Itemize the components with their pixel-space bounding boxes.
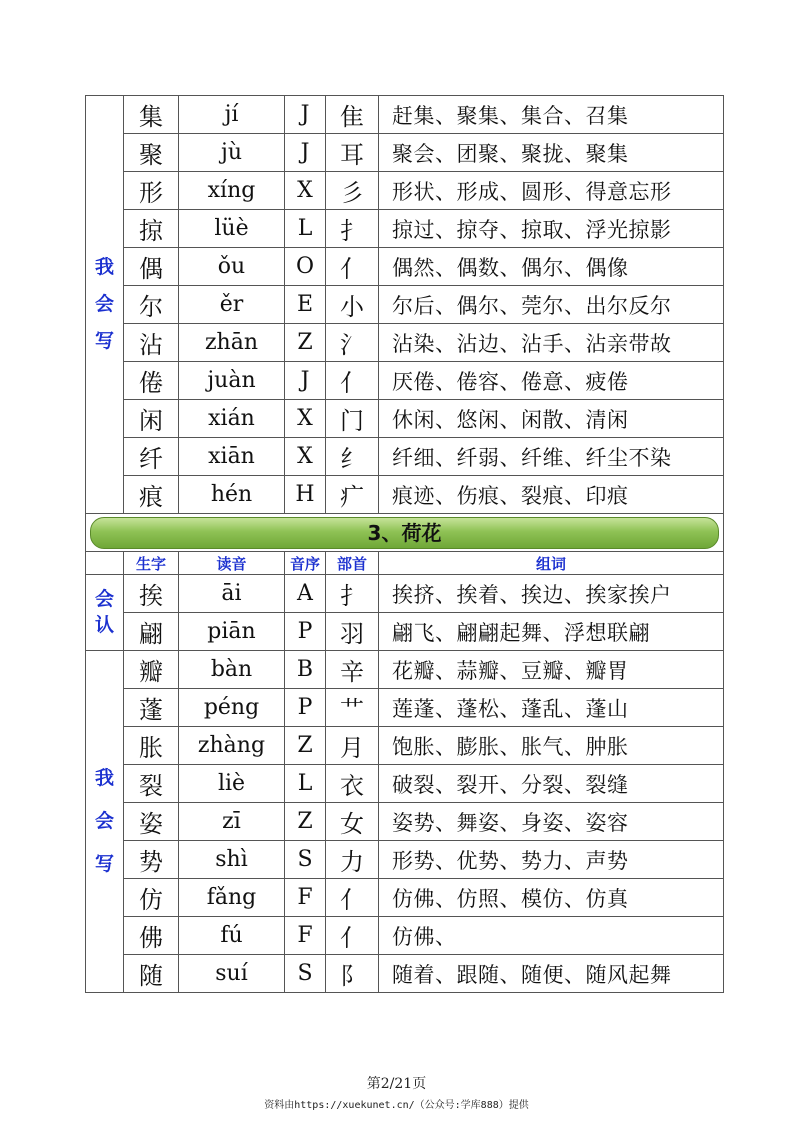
lesson-title: 3、荷花 <box>90 517 719 549</box>
pinyin-cell: zhàng <box>179 727 285 765</box>
initial-cell: X <box>285 172 326 210</box>
character-cell: 翩 <box>124 613 179 651</box>
group-label-char: 写 <box>94 852 114 875</box>
initial-cell: B <box>285 651 326 689</box>
character-cell: 尔 <box>124 286 179 324</box>
radical-cell: 艹 <box>326 689 379 727</box>
character-row <box>86 651 724 689</box>
character-cell: 偶 <box>124 248 179 286</box>
pinyin-cell: shì <box>179 841 285 879</box>
character-row <box>86 917 724 955</box>
character-cell: 佛 <box>124 917 179 955</box>
words-cell: 偶然、偶数、偶尔、偶像 <box>379 248 724 286</box>
radical-cell: 女 <box>326 803 379 841</box>
radical-cell: 衣 <box>326 765 379 803</box>
column-header-row <box>86 552 724 575</box>
pinyin-cell: suí <box>179 955 285 993</box>
pinyin-cell: ǒu <box>179 248 285 286</box>
character-cell: 掠 <box>124 210 179 248</box>
words-cell: 翩飞、翩翩起舞、浮想联翩 <box>379 613 724 651</box>
initial-cell: O <box>285 248 326 286</box>
pinyin-cell: fǎng <box>179 879 285 917</box>
character-row <box>86 438 724 476</box>
group-label-char: 我 <box>94 767 114 790</box>
pinyin-cell: jí <box>179 96 285 134</box>
words-cell: 形状、形成、圆形、得意忘形 <box>379 172 724 210</box>
character-row <box>86 727 724 765</box>
character-cell: 胀 <box>124 727 179 765</box>
initial-cell: Z <box>285 727 326 765</box>
initial-cell: F <box>285 879 326 917</box>
group-label-char: 我 <box>94 256 114 279</box>
character-row <box>86 210 724 248</box>
radical-cell: 门 <box>326 400 379 438</box>
radical-cell: 纟 <box>326 438 379 476</box>
header-radical: 部首 <box>326 552 379 575</box>
pinyin-cell: liè <box>179 765 285 803</box>
character-cell: 蓬 <box>124 689 179 727</box>
character-cell: 姿 <box>124 803 179 841</box>
words-cell: 仿佛、 <box>379 917 724 955</box>
initial-cell: L <box>285 210 326 248</box>
header-pinyin: 读音 <box>179 552 285 575</box>
radical-cell: 扌 <box>326 575 379 613</box>
words-cell: 仿佛、仿照、模仿、仿真 <box>379 879 724 917</box>
character-row <box>86 879 724 917</box>
group-label-char: 认 <box>94 614 114 636</box>
words-cell: 形势、优势、势力、声势 <box>379 841 724 879</box>
radical-cell: 辛 <box>326 651 379 689</box>
header-char: 生字 <box>124 552 179 575</box>
words-cell: 赶集、聚集、集合、召集 <box>379 96 724 134</box>
character-cell: 随 <box>124 955 179 993</box>
words-cell: 随着、跟随、随便、随风起舞 <box>379 955 724 993</box>
initial-cell: H <box>285 476 326 514</box>
initial-cell: J <box>285 96 326 134</box>
initial-cell: X <box>285 438 326 476</box>
vocabulary-table <box>85 95 724 993</box>
lesson-cell <box>86 514 724 552</box>
character-cell: 集 <box>124 96 179 134</box>
group-label <box>86 575 124 651</box>
pinyin-cell: fú <box>179 917 285 955</box>
group-label <box>86 96 124 514</box>
character-row <box>86 613 724 651</box>
character-row <box>86 955 724 993</box>
character-cell: 沾 <box>124 324 179 362</box>
initial-cell: Z <box>285 324 326 362</box>
pinyin-cell: āi <box>179 575 285 613</box>
radical-cell: 亻 <box>326 248 379 286</box>
pinyin-cell: xiān <box>179 438 285 476</box>
radical-cell: 扌 <box>326 210 379 248</box>
source-note: 资料由https://xuekunet.cn/（公众号:学库888）提供 <box>264 1100 529 1111</box>
words-cell: 挨挤、挨着、挨边、挨家挨户 <box>379 575 724 613</box>
character-row <box>86 400 724 438</box>
pinyin-cell: ěr <box>179 286 285 324</box>
character-row <box>86 841 724 879</box>
character-row <box>86 765 724 803</box>
pinyin-cell: péng <box>179 689 285 727</box>
initial-cell: A <box>285 575 326 613</box>
initial-cell: F <box>285 917 326 955</box>
character-row <box>86 134 724 172</box>
pinyin-cell: lüè <box>179 210 285 248</box>
character-row <box>86 96 724 134</box>
group-label-char: 会 <box>94 293 114 316</box>
initial-cell: X <box>285 400 326 438</box>
radical-cell: 羽 <box>326 613 379 651</box>
pinyin-cell: zhān <box>179 324 285 362</box>
initial-cell: J <box>285 362 326 400</box>
character-cell: 倦 <box>124 362 179 400</box>
pinyin-cell: juàn <box>179 362 285 400</box>
character-cell: 裂 <box>124 765 179 803</box>
header-blank <box>86 552 124 575</box>
radical-cell: 亻 <box>326 879 379 917</box>
character-cell: 势 <box>124 841 179 879</box>
radical-cell: 力 <box>326 841 379 879</box>
radical-cell: 亻 <box>326 362 379 400</box>
radical-cell: 彡 <box>326 172 379 210</box>
words-cell: 掠过、掠夺、掠取、浮光掠影 <box>379 210 724 248</box>
character-cell: 形 <box>124 172 179 210</box>
lesson-row <box>86 514 724 552</box>
pinyin-cell: zī <box>179 803 285 841</box>
initial-cell: P <box>285 689 326 727</box>
group-label <box>86 651 124 993</box>
radical-cell: 疒 <box>326 476 379 514</box>
words-cell: 花瓣、蒜瓣、豆瓣、瓣胃 <box>379 651 724 689</box>
words-cell: 痕迹、伤痕、裂痕、印痕 <box>379 476 724 514</box>
words-cell: 饱胀、膨胀、胀气、肿胀 <box>379 727 724 765</box>
character-cell: 闲 <box>124 400 179 438</box>
character-row <box>86 689 724 727</box>
initial-cell: L <box>285 765 326 803</box>
character-cell: 挨 <box>124 575 179 613</box>
header-words: 组词 <box>379 552 724 575</box>
character-row <box>86 476 724 514</box>
header-initial: 音序 <box>285 552 326 575</box>
words-cell: 沾染、沾边、沾手、沾亲带故 <box>379 324 724 362</box>
pinyin-cell: hén <box>179 476 285 514</box>
radical-cell: 阝 <box>326 955 379 993</box>
words-cell: 聚会、团聚、聚拢、聚集 <box>379 134 724 172</box>
pinyin-cell: bàn <box>179 651 285 689</box>
pinyin-cell: xíng <box>179 172 285 210</box>
radical-cell: 小 <box>326 286 379 324</box>
group-label-char: 写 <box>94 329 114 352</box>
character-row <box>86 172 724 210</box>
radical-cell: 氵 <box>326 324 379 362</box>
character-cell: 痕 <box>124 476 179 514</box>
words-cell: 破裂、裂开、分裂、裂缝 <box>379 765 724 803</box>
radical-cell: 亻 <box>326 917 379 955</box>
words-cell: 休闲、悠闲、闲散、清闲 <box>379 400 724 438</box>
words-cell: 纤细、纤弱、纤维、纤尘不染 <box>379 438 724 476</box>
words-cell: 尔后、偶尔、莞尔、出尔反尔 <box>379 286 724 324</box>
character-cell: 仿 <box>124 879 179 917</box>
radical-cell: 耳 <box>326 134 379 172</box>
character-row <box>86 575 724 613</box>
pinyin-cell: jù <box>179 134 285 172</box>
page-number: 第2/21页 <box>366 1076 427 1092</box>
pinyin-cell: xián <box>179 400 285 438</box>
initial-cell: J <box>285 134 326 172</box>
initial-cell: S <box>285 841 326 879</box>
group-label-char: 会 <box>94 810 114 833</box>
pinyin-cell: piān <box>179 613 285 651</box>
character-row <box>86 248 724 286</box>
character-cell: 瓣 <box>124 651 179 689</box>
character-row <box>86 324 724 362</box>
initial-cell: E <box>285 286 326 324</box>
character-row <box>86 362 724 400</box>
character-cell: 聚 <box>124 134 179 172</box>
words-cell: 姿势、舞姿、身姿、姿容 <box>379 803 724 841</box>
character-row <box>86 803 724 841</box>
initial-cell: S <box>285 955 326 993</box>
initial-cell: Z <box>285 803 326 841</box>
character-cell: 纤 <box>124 438 179 476</box>
words-cell: 莲蓬、蓬松、蓬乱、蓬山 <box>379 689 724 727</box>
radical-cell: 隹 <box>326 96 379 134</box>
radical-cell: 月 <box>326 727 379 765</box>
group-label-char: 会 <box>94 588 114 611</box>
words-cell: 厌倦、倦容、倦意、疲倦 <box>379 362 724 400</box>
initial-cell: P <box>285 613 326 651</box>
character-row <box>86 286 724 324</box>
